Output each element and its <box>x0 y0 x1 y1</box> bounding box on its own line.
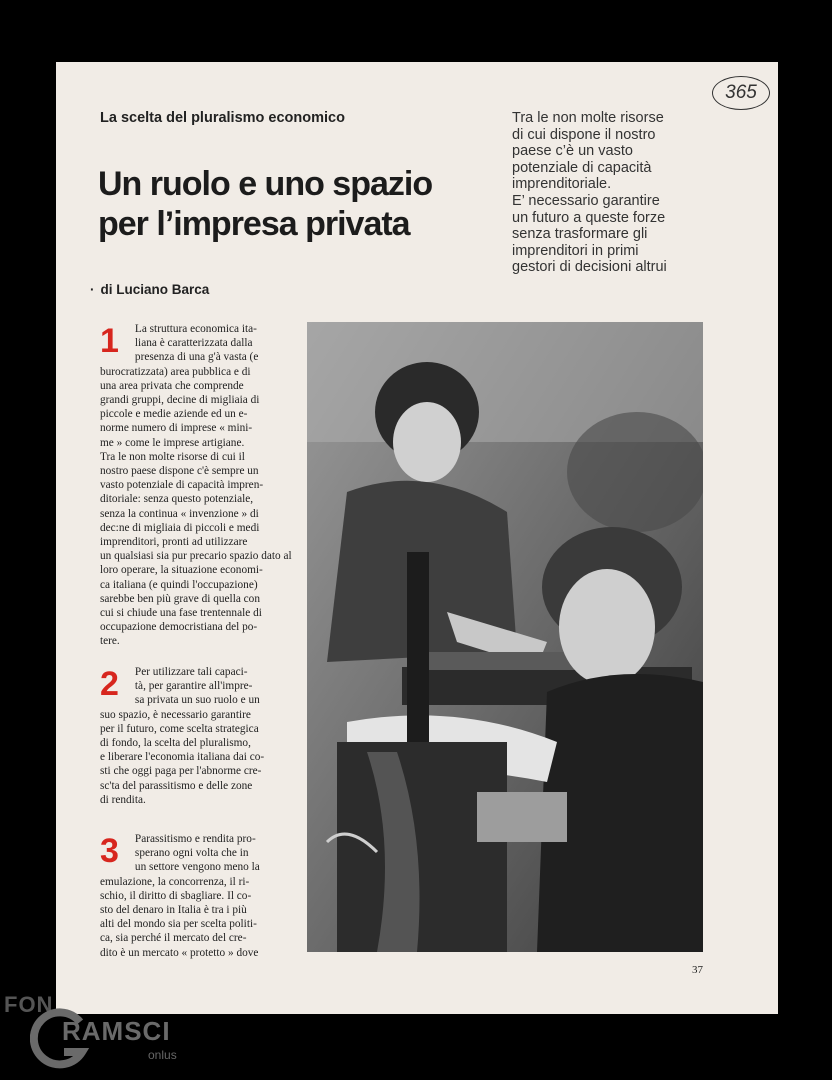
text-line: di fondo, la scelta del pluralismo, <box>100 737 251 750</box>
text-line: ca italiana (e quindi l'occupazione) <box>100 578 258 591</box>
byline-text: di Luciano Barca <box>100 282 210 297</box>
handwritten-page-note: 365 <box>712 76 770 110</box>
deck-line: di cui dispone il nostro <box>512 126 656 143</box>
text-line: me » come le imprese artigiane. <box>100 436 245 449</box>
byline <box>90 282 209 297</box>
watermark-text-fon: FON <box>4 992 54 1017</box>
text-line: emulazione, la concorrenza, il ri- <box>100 875 250 888</box>
text-line: presenza di una g'à vasta (e <box>134 351 259 364</box>
text-line: ditoriale: senza questo potenziale, <box>100 493 254 506</box>
section-number: 3 <box>100 832 119 870</box>
text-line: dec:ne di migliaia di piccoli e medi <box>100 521 260 534</box>
section-number: 1 <box>100 322 119 360</box>
text-line: suo spazio, è necessario garantire <box>100 708 251 721</box>
title-line: Un ruolo e uno spazio <box>98 165 433 203</box>
byline-marker: · <box>90 282 95 297</box>
text-line: Per utilizzare tali capaci- <box>134 666 248 678</box>
section-number: 2 <box>100 665 119 703</box>
text-line: Tra le non molte risorse di cui il <box>100 450 245 463</box>
deck-line: imprenditoriale. <box>512 176 612 193</box>
section-3 <box>100 832 292 960</box>
text-line: sperano ogni volta che in <box>134 847 249 860</box>
title-line: per l’impresa privata <box>98 205 410 243</box>
factory-workers-photo <box>307 322 703 952</box>
deck-summary <box>512 110 732 276</box>
text-line: imprenditori, pronti ad utilizzare <box>100 536 248 549</box>
text-line: schio, il diritto di sbagliare. Il co- <box>100 889 252 902</box>
text-line: grandi gruppi, decine di migliaia di <box>100 394 260 407</box>
section-1 <box>100 322 292 649</box>
text-line: un qualsiasi sia pur precario spazio dato al <box>100 550 292 563</box>
text-line: vasto potenziale di capacità impren- <box>100 479 264 492</box>
watermark-text-onlus: onlus <box>148 1048 177 1062</box>
text-line: La struttura economica ita- <box>134 323 257 335</box>
section-text <box>100 832 292 960</box>
text-line: sa privata un suo ruolo e un <box>134 694 260 707</box>
text-line: liana è caratterizzata dalla <box>134 337 253 350</box>
section-text <box>100 322 292 649</box>
section-2 <box>100 665 292 807</box>
text-line: piccole e medie aziende ed un e- <box>100 408 248 421</box>
deck-line: senza trasformare gli <box>512 226 648 243</box>
text-line: sarebbe ben più grave di quella con <box>100 592 260 605</box>
text-line: una area privata che comprende <box>100 379 244 392</box>
text-line: burocratizzata) area pubblica e di <box>100 365 251 378</box>
text-line: alti del mondo sia per scelta politi- <box>100 918 257 931</box>
kicker: La scelta del pluralismo economico <box>100 110 345 126</box>
text-line: sti che oggi paga per l'abnorme cre- <box>100 765 262 778</box>
text-line: tere. <box>100 635 120 648</box>
page-number: 37 <box>692 964 703 976</box>
text-line: nostro paese dispone c'è sempre un <box>100 465 259 478</box>
deck-line: gestori di decisioni altrui <box>512 259 667 276</box>
text-line: norme numero di imprese « mini- <box>100 422 253 435</box>
deck-line: E’ necessario garantire <box>512 192 660 209</box>
fondazione-gramsci-watermark <box>0 984 220 1080</box>
text-line: di rendita. <box>100 793 146 806</box>
deck-line: paese c’è un vasto <box>512 143 633 160</box>
text-line: sto del denaro in Italia è tra i più <box>100 904 247 917</box>
text-line: Parassitismo e rendita pro- <box>134 833 256 845</box>
text-line: occupazione democristiana del po- <box>100 621 258 634</box>
text-line: dito è un mercato « protetto » dove <box>100 946 259 959</box>
watermark-text-gramsci: RAMSCI <box>62 1016 171 1046</box>
text-line: per il futuro, come scelta strategica <box>100 722 259 735</box>
deck-line: Tra le non molte risorse <box>512 110 664 126</box>
text-line: senza la continua « invenzione » di <box>100 507 259 520</box>
deck-line: imprenditori in primi <box>512 242 639 259</box>
text-line: e liberare l'economia italiana dai co- <box>100 751 265 764</box>
text-line: un settore vengono meno la <box>134 861 260 874</box>
deck-line: potenziale di capacità <box>512 159 652 176</box>
magazine-page <box>56 62 778 1014</box>
section-text <box>100 665 292 807</box>
text-line: sc'ta del parassitismo e delle zone <box>100 779 253 792</box>
text-line: loro operare, la situazione economi- <box>100 564 263 577</box>
deck-line: un futuro a queste forze <box>512 209 666 226</box>
text-line: cui si chiude una fase trentennale di <box>100 607 262 620</box>
article-title <box>98 164 498 244</box>
text-line: tà, per garantire all'impre- <box>134 680 253 693</box>
text-line: ca, sia perché il mercato del cre- <box>100 932 247 945</box>
